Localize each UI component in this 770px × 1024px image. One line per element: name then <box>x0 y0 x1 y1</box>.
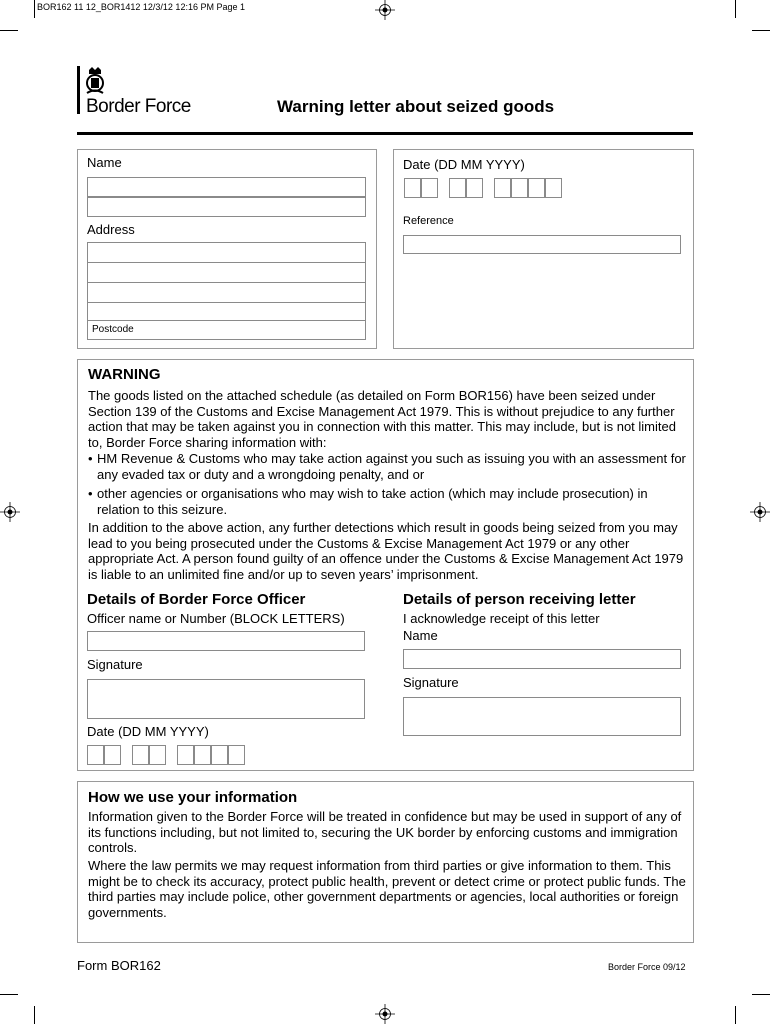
officer-signature-label: Signature <box>87 657 143 672</box>
form-version: Border Force 09/12 <box>608 962 686 972</box>
address-field-line-3[interactable] <box>87 282 366 303</box>
date-month-digit[interactable] <box>449 178 466 198</box>
postcode-label: Postcode <box>92 324 134 335</box>
warning-bullet <box>88 486 688 517</box>
receiver-ack-label: I acknowledge receipt of this letter <box>403 611 600 626</box>
officer-date-month-digit[interactable] <box>149 745 166 765</box>
warning-bullet <box>88 451 688 482</box>
date-day-digit[interactable] <box>404 178 421 198</box>
officer-date-label: Date (DD MM YYYY) <box>87 724 209 739</box>
info-paragraph-1: Information given to the Border Force will be treated in confidence but may be used in support of any of its functions including, but not limited to, securing the UK border by enforcing customs and immigration controls. <box>88 809 682 855</box>
logo-bar <box>77 66 80 114</box>
crop-mark <box>34 0 35 18</box>
crop-mark <box>752 30 770 31</box>
officer-date-year-digit[interactable] <box>194 745 211 765</box>
address-field-line-4[interactable] <box>87 302 366 321</box>
bullet-icon: • <box>88 486 93 501</box>
registration-mark-icon <box>375 1004 395 1024</box>
officer-name-label: Officer name or Number (BLOCK LETTERS) <box>87 611 345 626</box>
officer-signature-field[interactable] <box>87 679 365 719</box>
date-year-digit[interactable] <box>511 178 528 198</box>
officer-heading: Details of Border Force Officer <box>87 591 306 608</box>
name-label: Name <box>87 155 122 170</box>
logo-text: Border Force <box>86 96 191 117</box>
receiver-name-field[interactable] <box>403 649 681 669</box>
reference-label: Reference <box>403 215 454 227</box>
reference-field[interactable] <box>403 235 681 254</box>
officer-date-year-digit[interactable] <box>228 745 245 765</box>
warning-intro: The goods listed on the attached schedule (as detailed on Form BOR156) have been seized under Section 139 of the Customs and Excise Management Act 1979. This is without prejudice to any further action that may be taken against you in connection with this matter. This may include, but is not limited to, Border Force sharing information with: <box>88 388 676 450</box>
receiver-signature-label: Signature <box>403 675 459 690</box>
officer-date-day-digit[interactable] <box>104 745 121 765</box>
print-slug: BOR162 11 12_BOR1412 12/3/12 12:16 PM Page 1 <box>37 2 245 12</box>
receiver-signature-field[interactable] <box>403 697 681 736</box>
officer-name-field[interactable] <box>87 631 365 651</box>
officer-date-day-digit[interactable] <box>87 745 104 765</box>
crop-mark <box>34 1006 35 1024</box>
registration-mark-icon <box>750 502 770 522</box>
registration-mark-icon <box>375 0 395 20</box>
date-year-digit[interactable] <box>528 178 545 198</box>
registration-mark-icon <box>0 502 20 522</box>
page-title: Warning letter about seized goods <box>277 97 555 116</box>
warning-bullet-text: HM Revenue & Customs who may take action against you such as issuing you with an assessment for any evaded tax or duty and a wrongdoing penalty, and or <box>97 451 686 482</box>
address-label: Address <box>87 222 135 237</box>
address-field-line-1[interactable] <box>87 242 366 263</box>
warning-heading: WARNING <box>88 366 161 383</box>
officer-date-month-digit[interactable] <box>132 745 149 765</box>
officer-date-year-digit[interactable] <box>177 745 194 765</box>
crop-mark <box>752 994 770 995</box>
date-label: Date (DD MM YYYY) <box>403 157 525 172</box>
officer-date-year-digit[interactable] <box>211 745 228 765</box>
name-field-line-2[interactable] <box>87 197 366 217</box>
warning-outro: In addition to the above action, any further detections which result in goods being seized from you may lead to you being prosecuted under the Customs & Excise Management Act 1979 or any other appropriate Act. A person found guilty of an offence under the Customs & Excise Management Act 1979 is liable to an unlimited fine and/or up to seven years’ imprisonment. <box>88 520 684 582</box>
name-field[interactable] <box>87 177 366 197</box>
crest-icon <box>84 66 106 96</box>
receiver-name-label: Name <box>403 628 438 643</box>
date-year-digit[interactable] <box>494 178 511 198</box>
info-paragraph-2: Where the law permits we may request information from third parties or give information to them. This might be to check its accuracy, protect public health, prevent or detect crime or protect public funds. The third parties may include police, other government departments or agencies, local authorities or foreign governments. <box>88 858 686 920</box>
warning-bullet-text: other agencies or organisations who may wish to take action (which may include prosecution) in relation to this seizure. <box>97 486 648 517</box>
crop-mark <box>0 994 18 995</box>
date-day-digit[interactable] <box>421 178 438 198</box>
title-rule <box>77 132 693 135</box>
crop-mark <box>735 0 736 18</box>
date-month-digit[interactable] <box>466 178 483 198</box>
crop-mark <box>0 30 18 31</box>
receiver-heading: Details of person receiving letter <box>403 591 636 608</box>
address-field-line-2[interactable] <box>87 262 366 283</box>
crop-mark <box>735 1006 736 1024</box>
info-heading: How we use your information <box>88 789 298 806</box>
form-code: Form BOR162 <box>77 958 161 973</box>
bullet-icon: • <box>88 451 93 466</box>
date-year-digit[interactable] <box>545 178 562 198</box>
